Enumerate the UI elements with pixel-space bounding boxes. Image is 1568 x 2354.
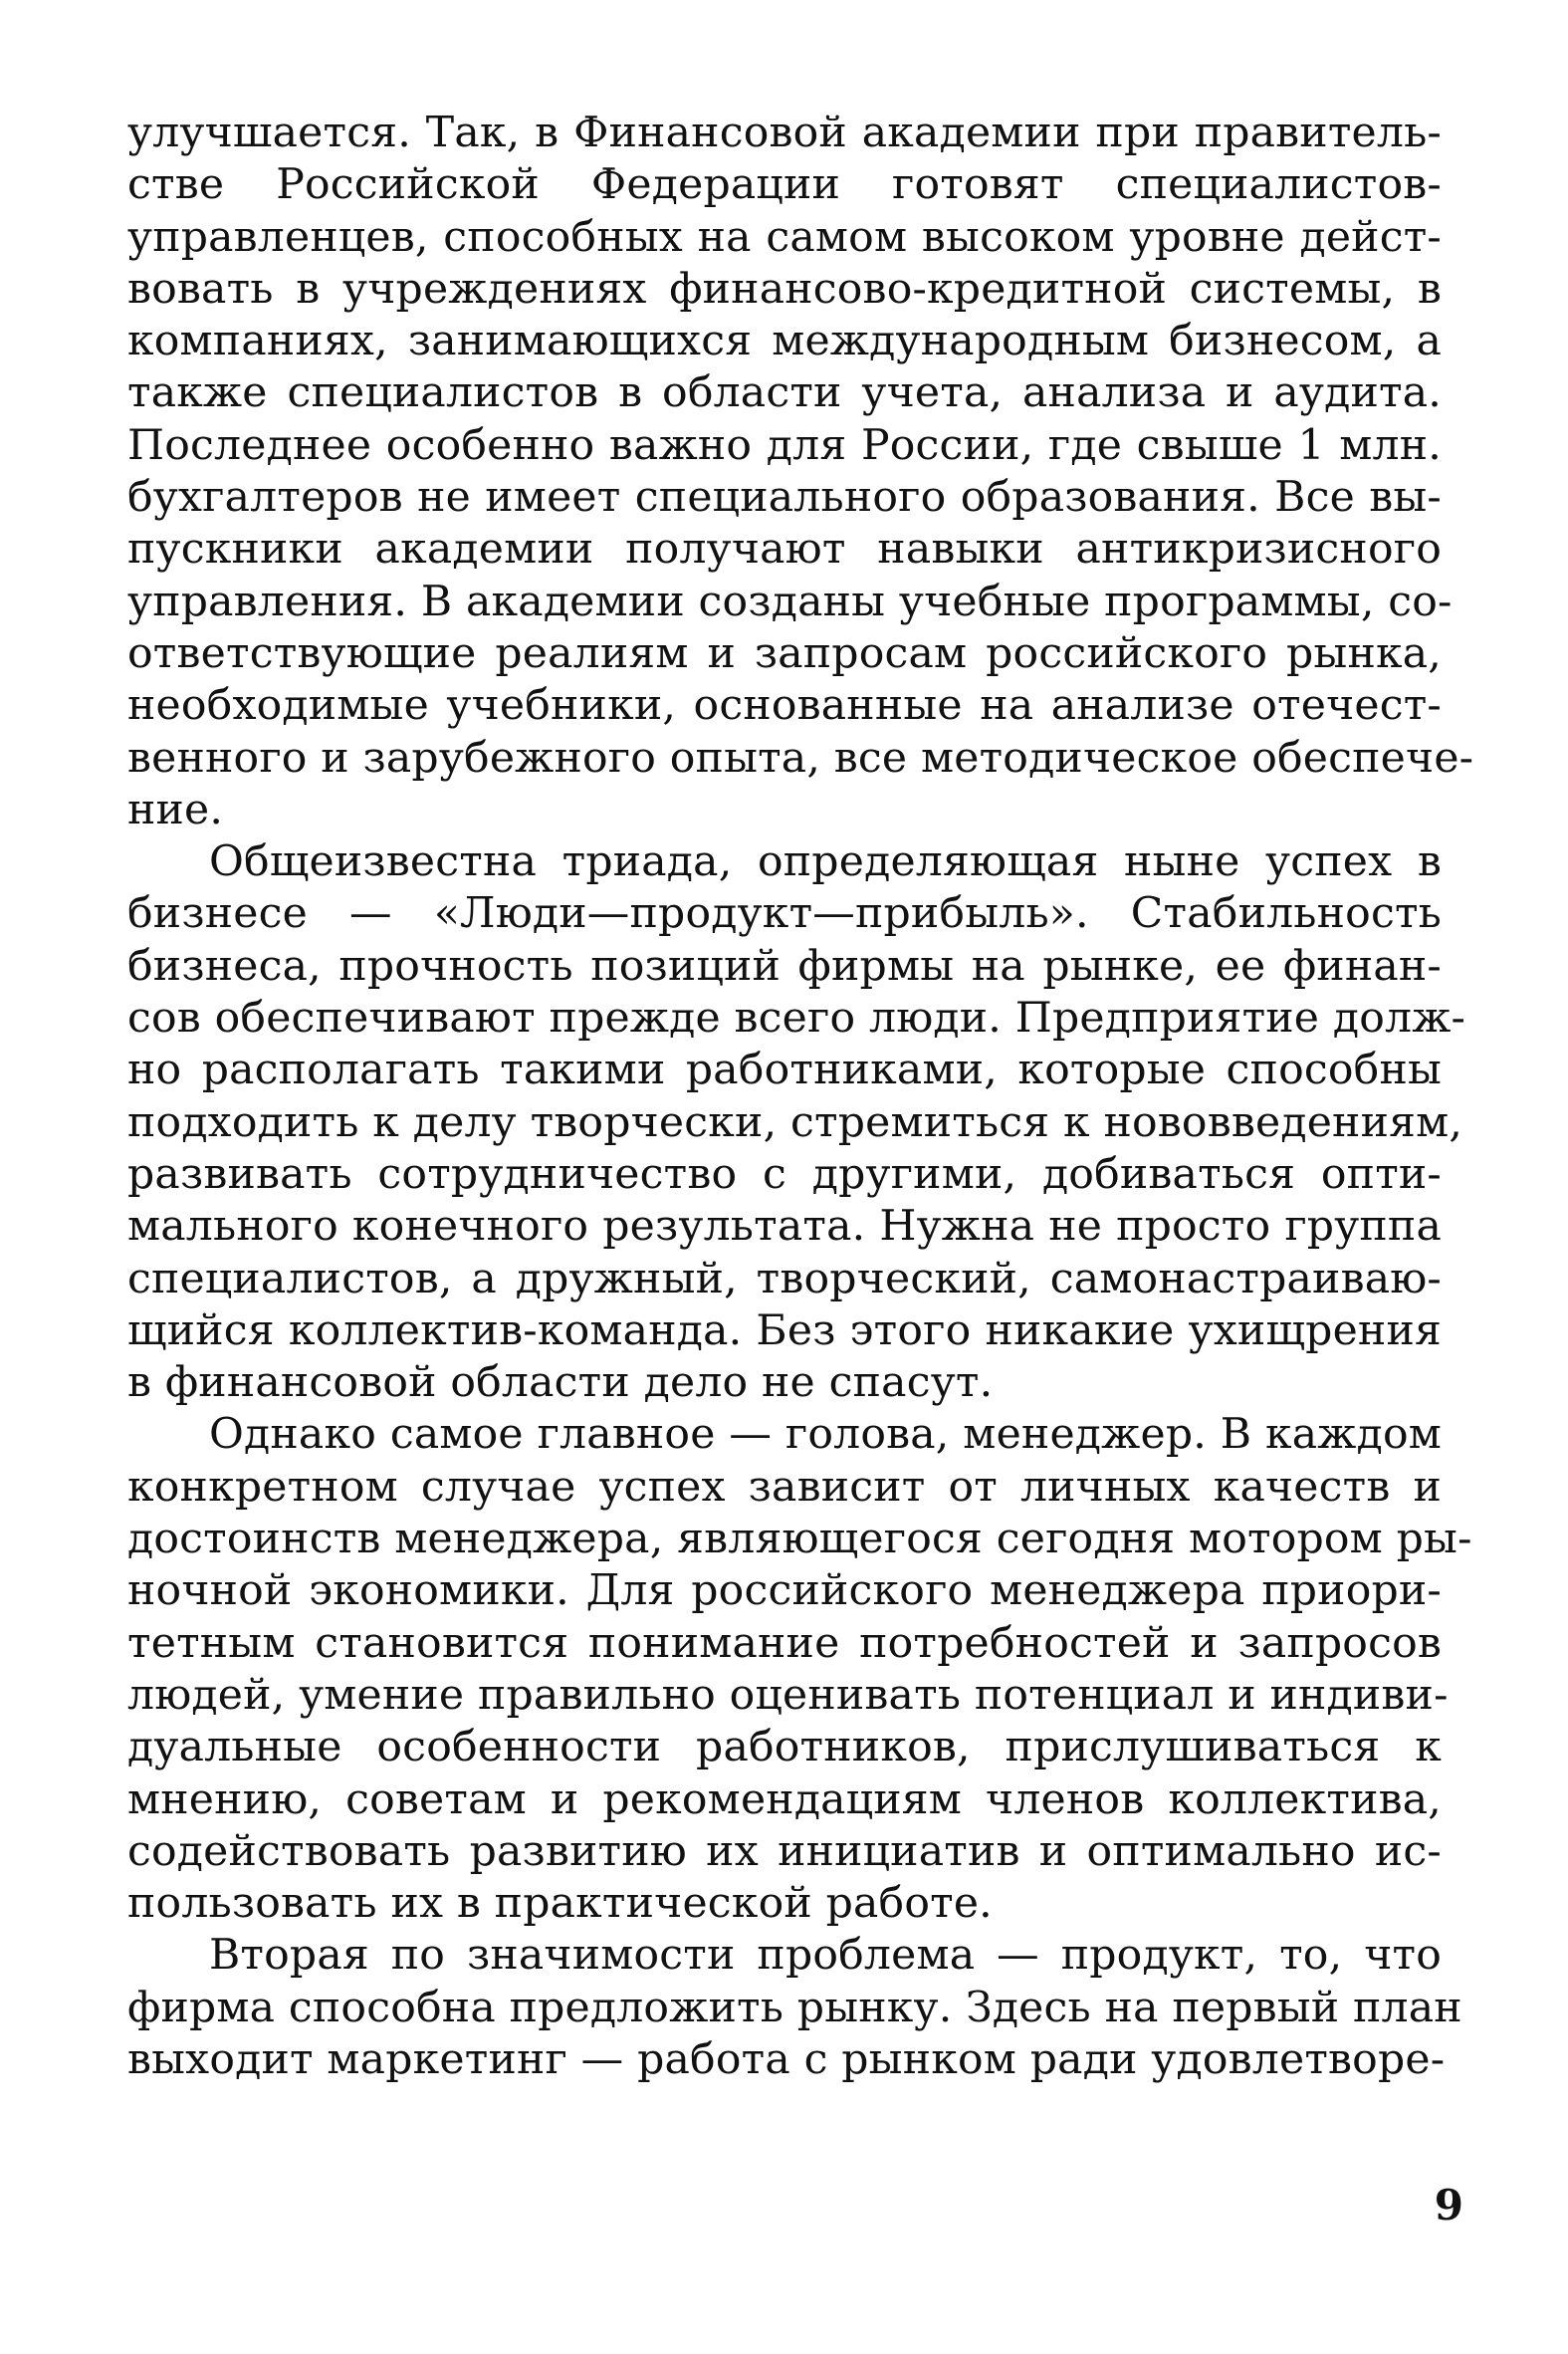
text-line: ночной экономики. Для российского менеджера приори- [127,1566,1442,1616]
text-line: вовать в учреждениях финансово-кредитной системы, в [127,264,1442,314]
text-line: компаниях, занимающихся международным бизнесом, а [127,317,1442,366]
text-line: специалистов, а дружный, творческий, самонастраиваю- [127,1254,1442,1303]
text-line: дуальные особенности работников, прислушиваться к [127,1723,1442,1772]
text-line: в финансовой области дело не спасут. [127,1358,994,1408]
text-line: необходимые учебники, основанные на анализе отечест- [127,681,1442,731]
text-line: Однако самое главное — голова, менеджер. В каждом [209,1410,1442,1460]
paragraph [127,1409,1472,1930]
text-line: достоинств менеджера, являющегося сегодня мотором ры- [127,1515,1472,1564]
text-line: Общеизвестна триада, определяющая ныне успех в [209,837,1442,887]
text-line: щийся коллектив-команда. Без этого никакие ухищрения [127,1305,1442,1355]
text-line: также специалистов в области учета, анализа и аудита. [127,368,1442,418]
text-line: конкретном случае успех зависит от личных качеств и [127,1462,1442,1512]
text-line: бухгалтеров не имеет специального образования. Все вы- [127,473,1442,523]
text-line: бизнесе — «Люди—продукт—прибыль». Стабильность [127,889,1442,939]
text-line: содействовать развитию их инициатив и оптимально ис- [127,1826,1442,1876]
text-line: фирма способна предложить рынку. Здесь на первый план [127,1983,1462,2032]
text-line: мального конечного результата. Нужна не просто группа [127,1202,1442,1252]
text-line: выходит маркетинг — работа с рынком ради удовлетворе- [127,2034,1446,2084]
text-line: улучшается. Так, в Финансовой академии при правитель- [127,109,1442,157]
text-line: мнению, советам и рекомендациям членов коллектива, [127,1774,1442,1824]
paragraph [127,1930,1462,2086]
text-line: управления. В академии созданы учебные программы, со- [127,577,1453,626]
text-line: управленцев, способных на самом высоком уровне дейст- [127,212,1442,262]
text-line: Вторая по значимости проблема — продукт, то, что [209,1931,1442,1981]
text-line: стве Российской Федерации готовят специалистов- [127,160,1442,210]
text-line: пускники академии получают навыки антикризисного [127,525,1442,575]
text-line: венного и зарубежного опыта, все методическое обеспече- [127,733,1474,783]
text-line: людей, умение правильно оценивать потенциал и индиви- [127,1670,1449,1720]
text-line: но располагать такими работниками, которые способны [127,1046,1442,1095]
text-line: пользовать их в практической работе. [127,1879,993,1929]
text-line: развивать сотрудничество с другими, добиваться опти- [127,1149,1442,1199]
text-line: ние. [127,785,224,834]
text-line: сов обеспечивают прежде всего люди. Предприятие долж- [127,994,1466,1044]
text-line: подходить к делу творчески, стремиться к нововведениям, [127,1097,1463,1147]
text-line: бизнеса, прочность позиций фирмы на рынке, ее финан- [127,941,1442,991]
text-line: ответствующие реалиям и запросам российского рынка, [127,628,1442,678]
paragraph [127,108,1474,836]
text-line: тетным становится понимание потребностей и запросов [127,1618,1442,1668]
page-number: 9 [1434,2181,1463,2230]
paragraph [127,836,1466,1409]
body-text [127,108,1474,2086]
text-line: Последнее особенно важно для России, где свыше 1 млн. [127,420,1442,470]
